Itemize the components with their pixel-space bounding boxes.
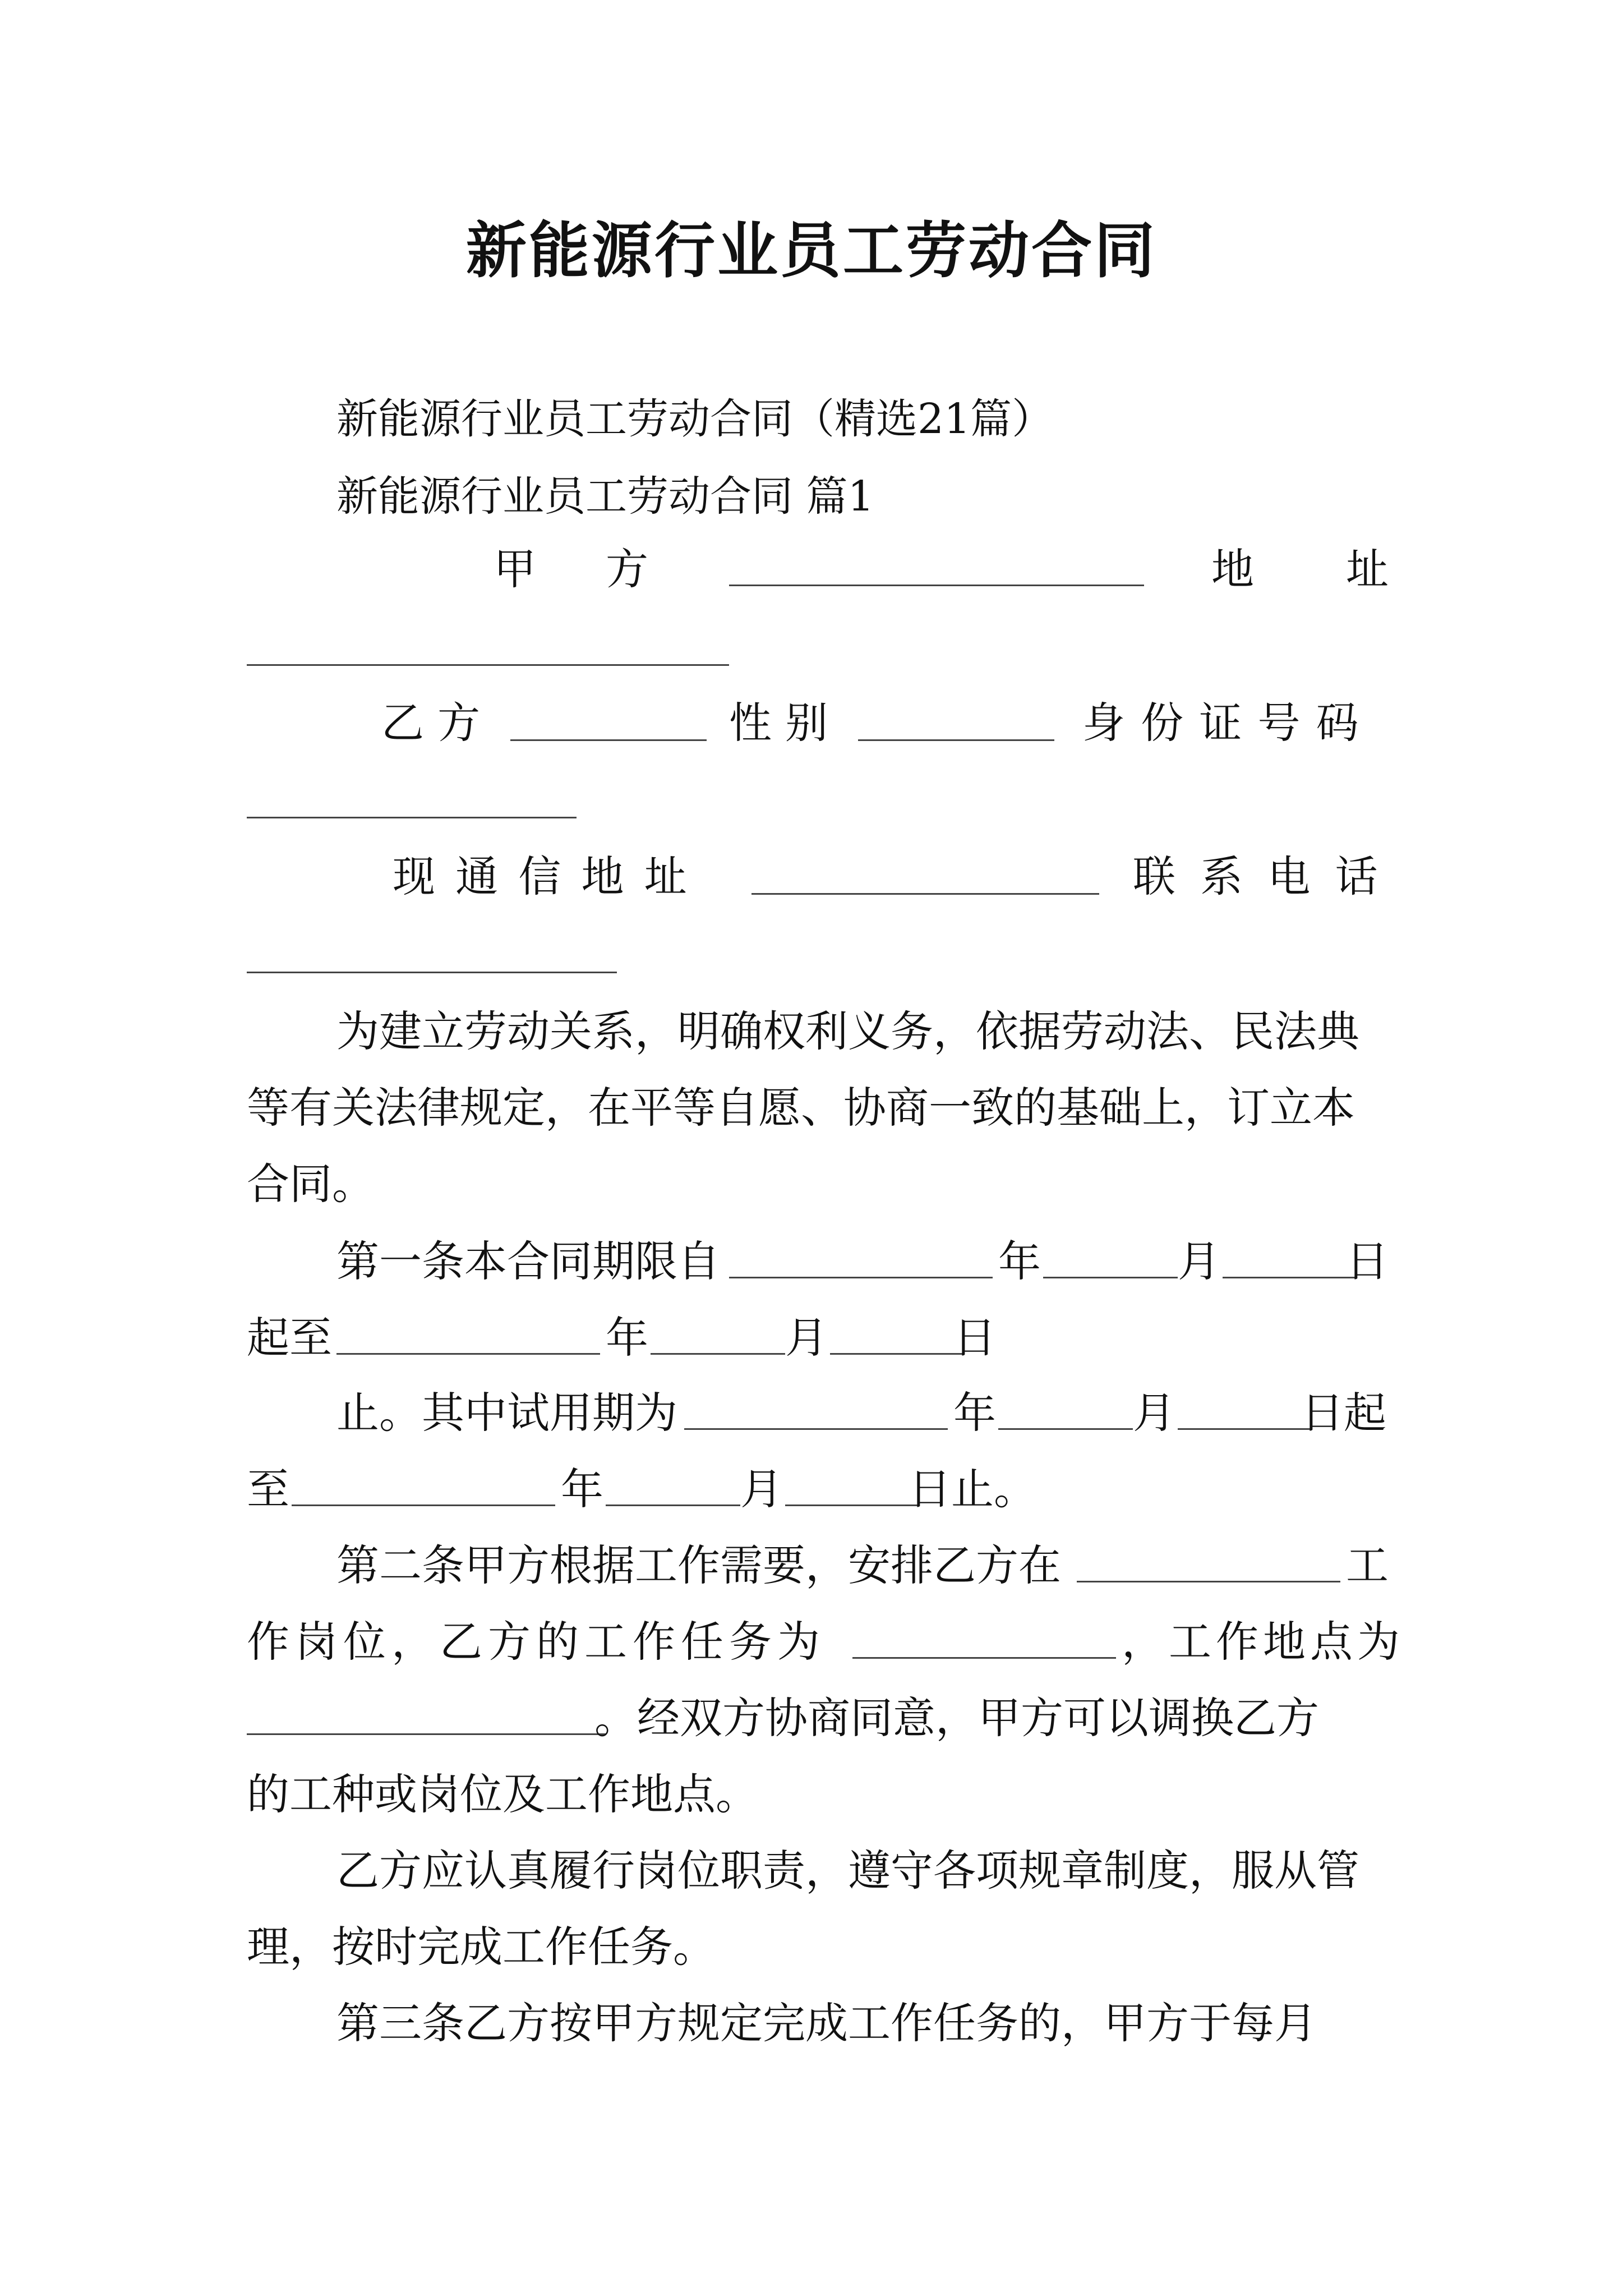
article1-line4-prefix: 至 xyxy=(247,1464,289,1514)
article2-line1-suffix: 工 xyxy=(1346,1540,1389,1590)
article2-line2-prefix: 作岗位，乙方的工作任务为 xyxy=(247,1617,826,1667)
position-blank[interactable] xyxy=(1077,1581,1340,1582)
party-b-label: 乙 方 xyxy=(381,698,481,748)
end-month-blank[interactable] xyxy=(651,1353,785,1355)
id-number-blank[interactable] xyxy=(247,817,577,818)
article1-prefix: 第一条本合同期限自 xyxy=(336,1236,720,1286)
probation-start-month-blank[interactable] xyxy=(998,1428,1133,1430)
day-end-label: 日止。 xyxy=(909,1464,1036,1514)
day-label: 日 xyxy=(1346,1236,1389,1286)
year-label: 年 xyxy=(953,1388,996,1438)
work-location-blank[interactable] xyxy=(247,1733,606,1735)
article3-line-1: 第三条乙方按甲方规定完成工作任务的，甲方于每月 xyxy=(336,1998,1317,2048)
document-title: 新能源行业员工劳动合同 xyxy=(465,215,1157,286)
intro-line-2: 等有关法律规定，在平等自愿、协商一致的基础上，订立本 xyxy=(247,1083,1355,1133)
party-a-label-fang: 方 xyxy=(606,544,648,594)
gender-blank[interactable] xyxy=(858,739,1054,741)
probation-prefix: 止。其中试用期为 xyxy=(336,1388,677,1438)
intro-line-3: 合同。 xyxy=(247,1159,375,1209)
end-day-blank[interactable] xyxy=(830,1353,965,1355)
year-label: 年 xyxy=(561,1464,603,1514)
end-year-blank[interactable] xyxy=(336,1353,600,1355)
party-a-label-di: 地 xyxy=(1211,544,1254,594)
probation-start-year-blank[interactable] xyxy=(684,1428,948,1430)
month-label: 月 xyxy=(1133,1388,1175,1438)
month-label: 月 xyxy=(785,1313,828,1363)
party-b-name-blank[interactable] xyxy=(510,739,707,741)
day-start-label: 日起 xyxy=(1301,1388,1386,1438)
article1-line2-prefix: 起至 xyxy=(247,1313,332,1363)
intro-line-1: 为建立劳动关系，明确权利义务，依据劳动法、民法典 xyxy=(336,1006,1359,1056)
start-month-blank[interactable] xyxy=(1043,1277,1178,1278)
start-day-blank[interactable] xyxy=(1223,1277,1357,1278)
gender-label: 性 别 xyxy=(729,698,828,748)
party-a-label-zhi: 址 xyxy=(1346,544,1389,594)
article2-line4: 的工种或岗位及工作地点。 xyxy=(247,1769,758,1819)
phone-label: 联 系 电 话 xyxy=(1133,852,1384,901)
probation-end-year-blank[interactable] xyxy=(292,1504,555,1506)
day-label: 日 xyxy=(953,1313,996,1363)
month-label: 月 xyxy=(740,1464,783,1514)
month-label: 月 xyxy=(1178,1236,1220,1286)
year-label: 年 xyxy=(998,1236,1041,1286)
party-a-label-jia: 甲 xyxy=(494,544,536,594)
task-blank[interactable] xyxy=(852,1657,1116,1659)
id-number-label: 身 份 证 号 码 xyxy=(1082,698,1360,748)
document-subtitle: 新能源行业员工劳动合同（精选21篇） xyxy=(336,395,1054,443)
probation-start-day-blank[interactable] xyxy=(1178,1428,1312,1430)
section-heading: 新能源行业员工劳动合同 篇1 xyxy=(336,472,874,521)
address-blank[interactable] xyxy=(751,893,1099,895)
party-a-name-blank[interactable] xyxy=(729,585,1144,586)
article2-prefix: 第二条甲方根据工作需要，安排乙方在 xyxy=(336,1540,1061,1590)
duty-line-1: 乙方应认真履行岗位职责，遵守各项规章制度，服从管 xyxy=(336,1846,1359,1895)
start-year-blank[interactable] xyxy=(729,1277,993,1278)
probation-end-day-blank[interactable] xyxy=(785,1504,920,1506)
address-label: 现 通 信 地 址 xyxy=(393,852,690,901)
party-a-address-blank[interactable] xyxy=(247,664,729,666)
article2-line2-suffix: ，工作地点为 xyxy=(1122,1617,1404,1667)
duty-line-2: 理，按时完成工作任务。 xyxy=(247,1922,716,1972)
probation-end-month-blank[interactable] xyxy=(606,1504,740,1506)
article2-line3-suffix: 。经双方协商同意，甲方可以调换乙方 xyxy=(594,1693,1319,1743)
phone-blank[interactable] xyxy=(247,972,617,973)
year-label: 年 xyxy=(606,1313,648,1363)
